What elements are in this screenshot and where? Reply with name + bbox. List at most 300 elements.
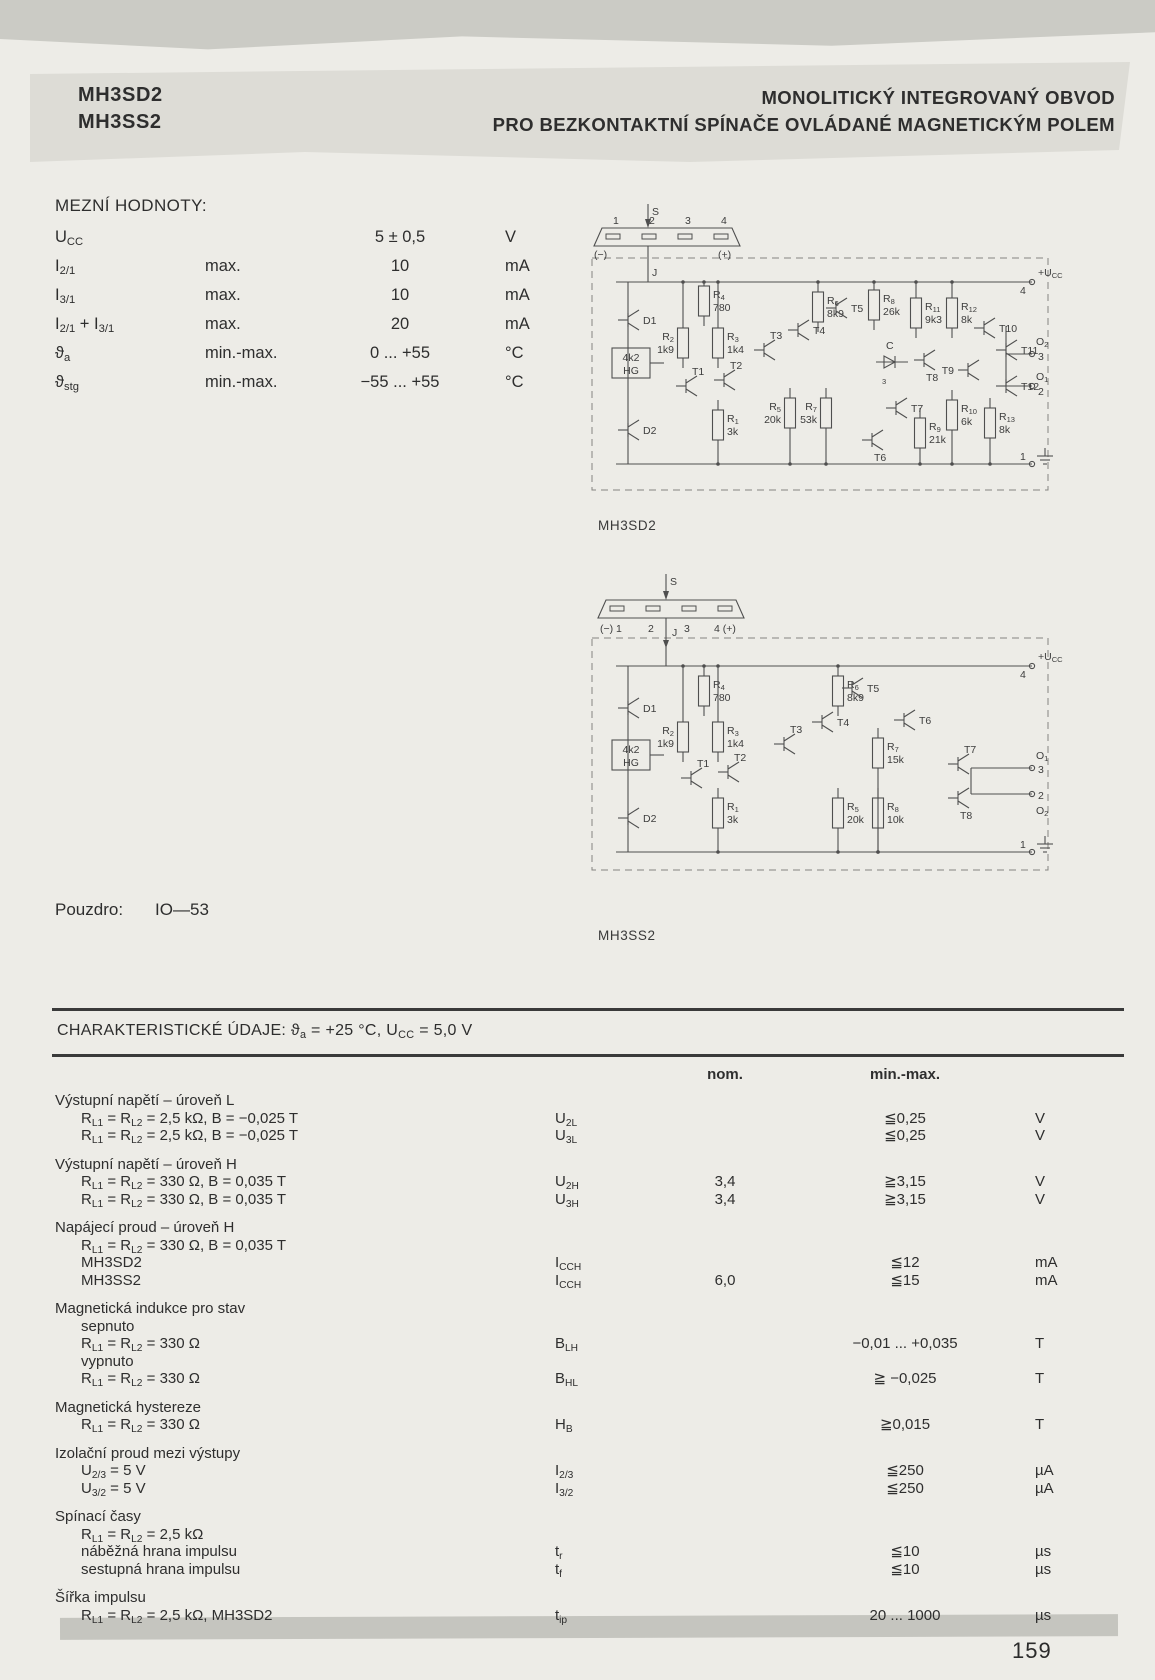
component-R6 <box>813 292 824 322</box>
schematic-label: R11 <box>925 301 941 314</box>
char-nom-value <box>655 1127 795 1145</box>
char-symbol: $U_{2H}$ <box>555 1173 579 1192</box>
char-condition: sestupná hrana impulsu <box>81 1560 241 1578</box>
schematic-label: 2 <box>648 623 654 635</box>
component-R13 <box>985 408 996 438</box>
schematic-label: T8 <box>926 372 939 384</box>
char-minmax-value: ≦10 <box>890 1543 920 1560</box>
component-R3 <box>713 328 724 358</box>
schematic-label: T6 <box>874 452 887 464</box>
schematic-label: 9k3 <box>925 314 942 326</box>
char-nom-value <box>655 1480 795 1498</box>
char-nom-value: 3,4 <box>714 1190 736 1208</box>
limit-condition: min.-max. <box>205 373 278 391</box>
char-symbol: $H_B$ <box>555 1416 573 1435</box>
schematic-label: (−) 1 <box>600 623 622 635</box>
component-C <box>876 356 908 368</box>
char-minmax-value: ≦250 <box>886 1479 924 1497</box>
char-unit: mA <box>1035 1254 1058 1271</box>
limit-condition: max. <box>205 257 241 275</box>
schematic-label: R2 <box>662 331 674 344</box>
char-group <box>55 1445 1115 1498</box>
schematic-label: T7 <box>911 403 924 415</box>
title-line-2: PRO BEZKONTAKTNÍ SPÍNAČE OVLÁDANÉ MAGNETICKÝM POLEM <box>492 114 1115 135</box>
char-group-heading: Magnetická hystereze <box>55 1398 201 1416</box>
package-value: IO—53 <box>155 900 209 919</box>
schematic-label: R5 <box>847 801 859 814</box>
limit-param: $ϑ_a$ <box>55 344 71 365</box>
limit-row <box>55 373 565 402</box>
schematic-label: T5 <box>851 303 864 315</box>
component-R12 <box>947 298 958 328</box>
char-group-heading: Napájecí proud – úroveň H <box>55 1219 235 1236</box>
schematic-label: S <box>670 576 678 588</box>
char-minmax-value: ≦15 <box>890 1271 920 1289</box>
schematic-label: 1k9 <box>657 344 674 356</box>
component-D1 <box>618 310 657 330</box>
char-group <box>55 1219 1115 1289</box>
component-R6 <box>833 676 844 706</box>
limit-condition: max. <box>205 315 241 333</box>
schematic-label: T2 <box>734 752 747 764</box>
char-group-heading: Spínací časy <box>55 1508 141 1525</box>
char-row <box>55 1173 1115 1191</box>
char-group <box>55 1156 1115 1209</box>
limit-row <box>55 315 565 344</box>
package-line <box>55 900 209 920</box>
char-unit: T <box>1035 1370 1045 1387</box>
component-R2 <box>678 722 689 752</box>
char-condition: $U_{3/2} = 5$ V <box>81 1479 146 1499</box>
char-minmax-value <box>795 1318 1015 1336</box>
char-unit: V <box>1035 1173 1046 1190</box>
char-unit: µs <box>1035 1560 1052 1578</box>
char-unit: V <box>1035 1190 1046 1208</box>
page-title <box>493 84 1115 138</box>
table-rule-under-title <box>52 1054 1124 1057</box>
char-row <box>55 1110 1115 1128</box>
schematic-label: HG <box>623 757 639 769</box>
component-R10 <box>947 400 958 430</box>
char-condition: náběžná hrana impulsu <box>81 1543 237 1560</box>
component-T4 <box>812 712 849 732</box>
char-row <box>55 1272 1115 1290</box>
limits-heading: MEZNÍ HODNOTY: <box>55 196 207 215</box>
schematic-label: 2 <box>1038 790 1044 802</box>
char-minmax-value: −0,01 ... +0,035 <box>852 1335 958 1352</box>
char-symbol: $I_{2/3}$ <box>555 1462 574 1481</box>
schematic-label: S <box>652 206 660 218</box>
component-R4 <box>699 286 710 316</box>
component-R11 <box>911 298 922 328</box>
schematic-caption-mh3sd2: MH3SD2 <box>598 518 657 533</box>
schematic-label: D1 <box>643 703 657 715</box>
schematic-label: 1k4 <box>727 344 744 356</box>
char-minmax-value: ≦250 <box>886 1462 924 1479</box>
char-symbol: $B_{LH}$ <box>555 1335 579 1354</box>
schematic-label: 53k <box>800 414 817 426</box>
limit-value: −55 ... +55 <box>360 373 440 391</box>
schematic-label: 3 <box>684 623 690 635</box>
schematic-label: R1 <box>727 801 739 814</box>
schematic-label: R2 <box>662 725 674 738</box>
char-condition: $R_{L1} = R_{L2} = 2,5$ kΩ <box>81 1525 204 1545</box>
package-outline <box>594 228 740 246</box>
schematic-label: 6k <box>961 416 973 428</box>
package-outline <box>598 600 744 618</box>
schematic-label: J <box>672 627 678 639</box>
schematic-label: T7 <box>964 744 977 756</box>
char-symbol: $t_r$ <box>555 1543 563 1562</box>
char-row <box>55 1191 1115 1209</box>
schematic-label: T2 <box>730 360 743 372</box>
schematic-label: 780 <box>713 302 731 314</box>
limit-param: $I_{3/1}$ <box>55 286 76 307</box>
schematic-mh3sd2-svg <box>586 202 1064 512</box>
schematic-label: T1 <box>692 366 705 378</box>
limit-value: 10 <box>390 286 410 304</box>
schematic-label: 8k <box>961 314 973 326</box>
char-group <box>55 1092 1115 1145</box>
wires <box>616 666 1032 852</box>
char-minmax-value: ≦0,25 <box>884 1109 926 1127</box>
component-D1 <box>618 698 657 718</box>
char-symbol: $t_f$ <box>555 1560 563 1580</box>
char-unit: µs <box>1035 1543 1052 1560</box>
schematic-label: 21k <box>929 434 946 446</box>
schematic-label: +UCC <box>1038 267 1063 280</box>
char-group-heading: Šířka impulsu <box>55 1589 146 1606</box>
char-nom-value <box>655 1318 795 1336</box>
char-condition: $R_{L1} = R_{L2} = 2,5$ kΩ, MH3SD2 <box>81 1606 273 1626</box>
schematic-label: O1 <box>1036 750 1049 763</box>
char-symbol: $B_{HL}$ <box>555 1370 579 1389</box>
char-nom-value <box>655 1561 795 1579</box>
char-nom-value <box>655 1543 795 1561</box>
component-R4 <box>699 676 710 706</box>
schematic-label: T4 <box>837 717 850 729</box>
schematic-label: T12 <box>1021 381 1040 393</box>
char-row <box>55 1526 1115 1544</box>
component-R7 <box>821 398 832 428</box>
char-table-title: CHARAKTERISTICKÉ ÚDAJE: $ϑ_a = +25$ °C, $U_{CC} = 5,0$ V <box>57 1022 473 1042</box>
schematic-label: C <box>886 340 894 352</box>
component-R8 <box>869 290 880 320</box>
part-numbers <box>78 82 163 136</box>
char-symbol <box>525 1353 655 1371</box>
char-nom-value <box>655 1370 795 1388</box>
component-T10 <box>974 318 1017 338</box>
schematic-label: 2 <box>1038 386 1044 398</box>
component-T6 <box>894 710 931 730</box>
schematic-mh3sd2 <box>586 202 1064 517</box>
component-R7 <box>873 738 884 768</box>
char-row <box>55 1353 1115 1371</box>
char-unit <box>1015 1526 1115 1544</box>
schematic-label: T9 <box>941 365 954 377</box>
schematic-label: R4 <box>713 289 725 302</box>
schematic-label: R8 <box>883 293 895 306</box>
char-unit: V <box>1035 1127 1046 1144</box>
limit-value: 5 ± 0,5 <box>374 228 426 246</box>
schematic-label: R1 <box>727 413 739 426</box>
schematic-label: R5 <box>769 401 781 414</box>
char-unit: mA <box>1035 1271 1058 1289</box>
schematic-label: 8k9 <box>847 692 864 704</box>
limit-value: 20 <box>390 315 410 333</box>
char-symbol: $I_{3/2}$ <box>555 1479 574 1499</box>
schematic-label: 780 <box>713 692 731 704</box>
char-symbol: $U_{2L}$ <box>555 1109 578 1129</box>
schematic-label: 3 <box>882 377 887 386</box>
page-number: 159 <box>1012 1638 1052 1663</box>
schematic-label: R4 <box>713 679 725 692</box>
component-T4 <box>788 320 825 340</box>
part-number-1: MH3SD2 <box>78 84 163 106</box>
char-condition: $R_{L1} = R_{L2} = 330$ Ω <box>81 1370 200 1389</box>
schematic-label: T1 <box>697 758 710 770</box>
table-rule-top <box>52 1008 1124 1011</box>
char-nom-value <box>655 1335 795 1353</box>
component-T3 <box>774 724 802 754</box>
char-group <box>55 1508 1115 1578</box>
limit-row <box>55 257 565 286</box>
component-R1 <box>713 798 724 828</box>
schematic-label: (+) <box>718 249 732 261</box>
schematic-label: 2 <box>649 215 655 227</box>
limit-row <box>55 344 565 373</box>
schematic-caption-mh3ss2: MH3SS2 <box>598 928 656 943</box>
component-R9 <box>915 418 926 448</box>
char-minmax-value <box>795 1526 1015 1544</box>
schematic-mh3ss2-svg <box>586 572 1064 884</box>
char-minmax-value: ≧ −0,025 <box>873 1370 937 1387</box>
schematic-label: T4 <box>813 325 826 337</box>
schematic-label: R10 <box>961 403 977 416</box>
limit-condition: max. <box>205 286 241 304</box>
char-minmax-value: ≦12 <box>890 1254 920 1271</box>
char-group-heading: Izolační proud mezi výstupy <box>55 1444 241 1462</box>
char-condition: $U_{2/3} = 5$ V <box>81 1462 146 1481</box>
char-condition: MH3SD2 <box>81 1254 142 1271</box>
char-groups <box>55 1092 1115 1635</box>
component-R5 <box>785 398 796 428</box>
limit-param: $ϑ_{stg}$ <box>55 373 79 394</box>
component-T1 <box>676 366 704 396</box>
char-minmax-value: ≧3,15 <box>884 1190 926 1208</box>
char-row <box>55 1607 1115 1625</box>
ground-icon <box>1037 836 1053 852</box>
char-nom-value <box>655 1353 795 1371</box>
char-condition: $R_{L1} = R_{L2} = 330$ Ω <box>81 1335 200 1354</box>
schematic-label: T5 <box>867 683 880 695</box>
schematic-label: T3 <box>790 724 803 736</box>
schematic-label: R6 <box>827 295 839 308</box>
schematic-label: O1 <box>1036 371 1049 384</box>
schematic-label: 3k <box>727 814 739 826</box>
schematic-label: J <box>652 267 658 279</box>
component-T6 <box>862 430 886 464</box>
component-R5 <box>833 798 844 828</box>
schematic-label: R9 <box>929 421 941 434</box>
limit-unit: °C <box>505 344 524 362</box>
limit-param: $I_{2/1}$ <box>55 257 76 278</box>
schematic-label: R3 <box>727 331 739 344</box>
schematic-label: D2 <box>643 425 657 437</box>
schematic-label: D2 <box>643 813 657 825</box>
schematic-label: 20k <box>764 414 781 426</box>
char-row <box>55 1462 1115 1480</box>
schematic-label: 4 <box>1020 285 1026 297</box>
schematic-label: HG <box>623 365 639 377</box>
col-header-minmax: min.-max. <box>869 1066 941 1083</box>
char-condition: sepnuto <box>81 1317 135 1335</box>
char-group-heading: Výstupní napětí – úroveň H <box>55 1155 237 1173</box>
char-unit: µA <box>1035 1479 1054 1497</box>
schematic-label: R13 <box>999 411 1015 424</box>
component-R3 <box>713 722 724 752</box>
char-nom-value <box>655 1237 795 1255</box>
schematic-label: 4 (+) <box>714 623 736 635</box>
component-T2 <box>718 752 746 782</box>
schematic-label: D1 <box>643 315 657 327</box>
char-nom-value <box>655 1607 795 1625</box>
char-symbol <box>525 1237 655 1255</box>
char-condition: MH3SS2 <box>81 1271 142 1289</box>
component-T9 <box>942 360 979 380</box>
char-condition: $R_{L1} = R_{L2} = 330$ Ω, B = 0,035 T <box>81 1236 287 1256</box>
schematic-label: 3 <box>1038 764 1044 776</box>
component-D2 <box>618 420 657 440</box>
schematic-label: O2 <box>1036 336 1049 349</box>
schematic-label: 4 <box>721 215 727 227</box>
schematic-label: R3 <box>727 725 739 738</box>
char-symbol <box>525 1318 655 1336</box>
char-minmax-value: ≧0,015 <box>879 1416 931 1433</box>
schematic-label: 8k9 <box>827 308 844 320</box>
schematic-label: +UCC <box>1038 651 1063 664</box>
limit-unit: mA <box>505 315 530 333</box>
schematic-label: T6 <box>919 715 932 727</box>
schematic-label: 4k2 <box>622 744 640 756</box>
char-symbol: $I_{CCH}$ <box>555 1254 582 1273</box>
char-minmax-value: ≦10 <box>890 1560 920 1578</box>
limit-param: $U_{CC}$ <box>55 228 84 249</box>
char-unit: µA <box>1035 1462 1054 1479</box>
char-nom-value <box>655 1416 795 1434</box>
limit-row <box>55 228 565 257</box>
char-unit: T <box>1035 1335 1045 1352</box>
char-row <box>55 1335 1115 1353</box>
schematic-label: R8 <box>887 801 899 814</box>
component-T1 <box>681 758 709 788</box>
schematic-label: T8 <box>960 810 973 822</box>
schematic-border <box>592 258 1048 490</box>
char-nom-value <box>655 1462 795 1480</box>
char-row <box>55 1370 1115 1388</box>
char-row <box>55 1543 1115 1561</box>
scan-artifact-top <box>0 0 1155 52</box>
component-D2 <box>618 808 657 828</box>
char-nom-value <box>655 1254 795 1272</box>
schematic-label: 1k9 <box>657 738 674 750</box>
schematic-label: 3 <box>685 215 691 227</box>
schematic-label: 1 <box>613 215 619 227</box>
char-minmax-value <box>795 1237 1015 1255</box>
char-symbol <box>525 1526 655 1544</box>
component-T3 <box>754 330 782 360</box>
char-unit: µs <box>1035 1606 1052 1624</box>
char-group <box>55 1589 1115 1624</box>
schematic-label: 4 <box>1020 669 1026 681</box>
char-unit <box>1015 1237 1115 1255</box>
char-unit <box>1015 1353 1115 1371</box>
limit-unit: V <box>505 228 517 246</box>
char-symbol: $U_{3L}$ <box>555 1127 578 1146</box>
limit-row <box>55 286 565 315</box>
limit-param: $I_{2/1} + I_{3/1}$ <box>55 315 115 336</box>
limit-condition: min.-max. <box>205 344 278 362</box>
char-group-heading: Magnetická indukce pro stav <box>55 1300 246 1317</box>
limit-unit: mA <box>505 286 530 304</box>
schematic-label: R7 <box>805 401 817 414</box>
char-symbol: $U_{3H}$ <box>555 1190 579 1210</box>
char-unit <box>1015 1318 1115 1336</box>
char-row <box>55 1416 1115 1434</box>
char-group <box>55 1300 1115 1388</box>
schematic-mh3ss2 <box>586 572 1064 889</box>
char-group <box>55 1399 1115 1434</box>
title-line-1: MONOLITICKÝ INTEGROVANÝ OBVOD <box>761 87 1115 108</box>
char-minmax-value: 20 ... 1000 <box>869 1606 941 1624</box>
schematic-label: (−) <box>594 249 608 261</box>
schematic-label: 1 <box>1020 451 1026 463</box>
char-nom-value: 3,4 <box>714 1173 736 1190</box>
schematic-label: 10k <box>887 814 904 826</box>
schematic-label: T3 <box>770 330 783 342</box>
ground-icon <box>1037 448 1053 464</box>
char-minmax-value <box>795 1353 1015 1371</box>
schematic-label: 3k <box>727 426 739 438</box>
component-T8 <box>914 350 938 384</box>
char-column-headers <box>55 1066 1115 1083</box>
schematic-label: R7 <box>887 741 899 754</box>
schematic-label: 26k <box>883 306 900 318</box>
char-unit: V <box>1035 1109 1046 1127</box>
component-T7 <box>886 398 923 418</box>
char-row <box>55 1561 1115 1579</box>
char-nom-value <box>655 1526 795 1544</box>
schematic-border <box>592 638 1048 870</box>
char-nom-value <box>655 1110 795 1128</box>
char-nom-value: 6,0 <box>714 1271 736 1289</box>
schematic-label: 15k <box>887 754 904 766</box>
schematic-label: R12 <box>961 301 977 314</box>
s-arrow-icon <box>663 591 669 600</box>
component-T8 <box>948 788 972 822</box>
schematic-label: O2 <box>1036 805 1049 818</box>
schematic-label: 1 <box>1020 839 1026 851</box>
part-number-2: MH3SS2 <box>78 111 162 133</box>
schematic-label: 8k <box>999 424 1011 436</box>
component-T7 <box>948 744 976 774</box>
char-condition: $R_{L1} = R_{L2} = 2,5$ kΩ, B = −0,025 T <box>81 1127 299 1146</box>
col-header-nom: nom. <box>707 1066 743 1083</box>
schematic-label: T10 <box>999 323 1018 335</box>
j-arrow-icon <box>663 640 669 648</box>
limits-rows <box>55 228 565 402</box>
char-minmax-value: ≦0,25 <box>884 1127 926 1144</box>
